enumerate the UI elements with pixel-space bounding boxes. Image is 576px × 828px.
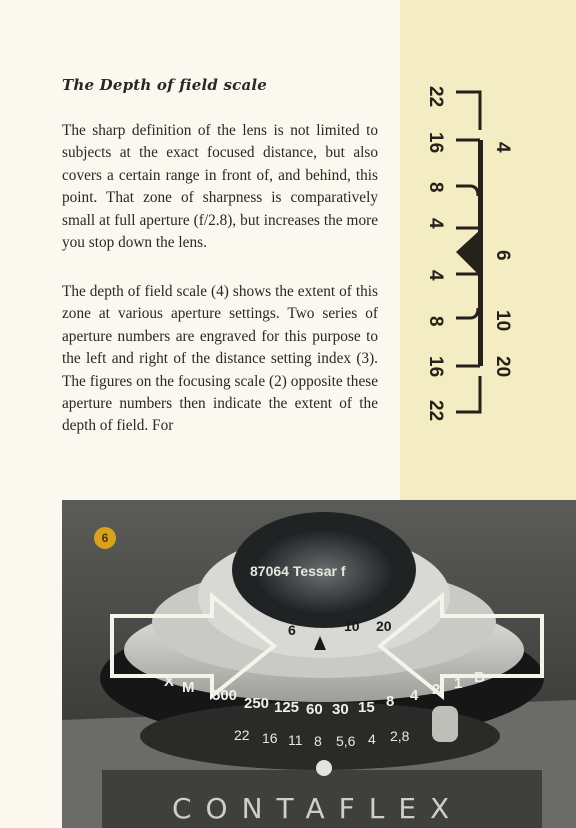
speed-500: 500 bbox=[212, 687, 238, 704]
aperture-11: 11 bbox=[288, 732, 303, 748]
aperture-8: 8 bbox=[314, 733, 322, 749]
section-heading: The Depth of field scale bbox=[62, 76, 268, 94]
mode-x: X bbox=[164, 673, 175, 690]
speed-b: B bbox=[474, 669, 485, 686]
speed-60: 60 bbox=[306, 701, 323, 718]
focus-number-10: 10 bbox=[344, 618, 360, 634]
index-triangle bbox=[456, 230, 480, 276]
camera-photo bbox=[62, 500, 576, 828]
aperture-22: 22 bbox=[234, 727, 250, 743]
aperture-index-mark bbox=[316, 760, 332, 776]
scale-bracket-top bbox=[456, 92, 480, 130]
aperture-16: 16 bbox=[262, 730, 278, 746]
release-knob bbox=[432, 706, 458, 742]
lens-engraving: 87064 Tessar f bbox=[250, 563, 346, 579]
paragraph-2: The depth of field scale (4) shows the extent of this zone at various aperture settings. Two series of aperture numbers are engraved for this purpose to the left and right of the distance setting index (3). The figures on the focusing scale (2) opposite these aperture numbers then indicate the extent of the depth of field. For bbox=[62, 283, 378, 435]
scale-aperture-8-top: 8 bbox=[425, 182, 446, 193]
scale-aperture-16-top: 16 bbox=[425, 132, 446, 154]
speed-30: 30 bbox=[332, 701, 349, 718]
brand-name: CONTAFLEX bbox=[172, 792, 464, 825]
aperture-5-6: 5,6 bbox=[336, 733, 356, 749]
speed-8: 8 bbox=[386, 693, 395, 710]
scale-aperture-16-bottom: 16 bbox=[425, 356, 446, 378]
aperture-4: 4 bbox=[368, 731, 376, 747]
speed-2: 2 bbox=[432, 681, 441, 698]
scale-aperture-8-bottom: 8 bbox=[425, 316, 446, 327]
scale-aperture-22-bottom: 22 bbox=[425, 400, 446, 422]
speed-125: 125 bbox=[274, 699, 300, 716]
figure-badge: 6 bbox=[94, 527, 116, 549]
camera-illustration bbox=[62, 500, 576, 828]
scale-distance-10: 10 bbox=[492, 310, 513, 332]
speed-1: 1 bbox=[454, 675, 463, 692]
speed-250: 250 bbox=[244, 695, 270, 712]
scale-distance-20: 20 bbox=[492, 356, 513, 378]
aperture-2-8: 2,8 bbox=[390, 728, 410, 744]
speed-15: 15 bbox=[358, 699, 375, 716]
focus-number-20: 20 bbox=[376, 618, 392, 634]
scale-bracket-bottom bbox=[456, 376, 480, 412]
depth-of-field-scale bbox=[420, 70, 530, 430]
scale-aperture-22-top: 22 bbox=[425, 86, 446, 108]
focus-number-6: 6 bbox=[288, 622, 296, 638]
scale-distance-4: 4 bbox=[492, 142, 513, 153]
speed-4: 4 bbox=[410, 687, 419, 704]
scale-distance-6: 6 bbox=[492, 250, 513, 261]
paragraph-1: The sharp definition of the lens is not limited to subjects at the exact focused distance, but also covers a certain range in front of, and behind, this point. That zone of sharpness is comparatively small at full aperture (f/2.8), but increases the more you stop down the lens. bbox=[62, 122, 378, 252]
scale-aperture-4-bottom: 4 bbox=[425, 270, 446, 281]
scale-aperture-4-top: 4 bbox=[425, 218, 446, 229]
mode-m: M bbox=[182, 679, 195, 696]
